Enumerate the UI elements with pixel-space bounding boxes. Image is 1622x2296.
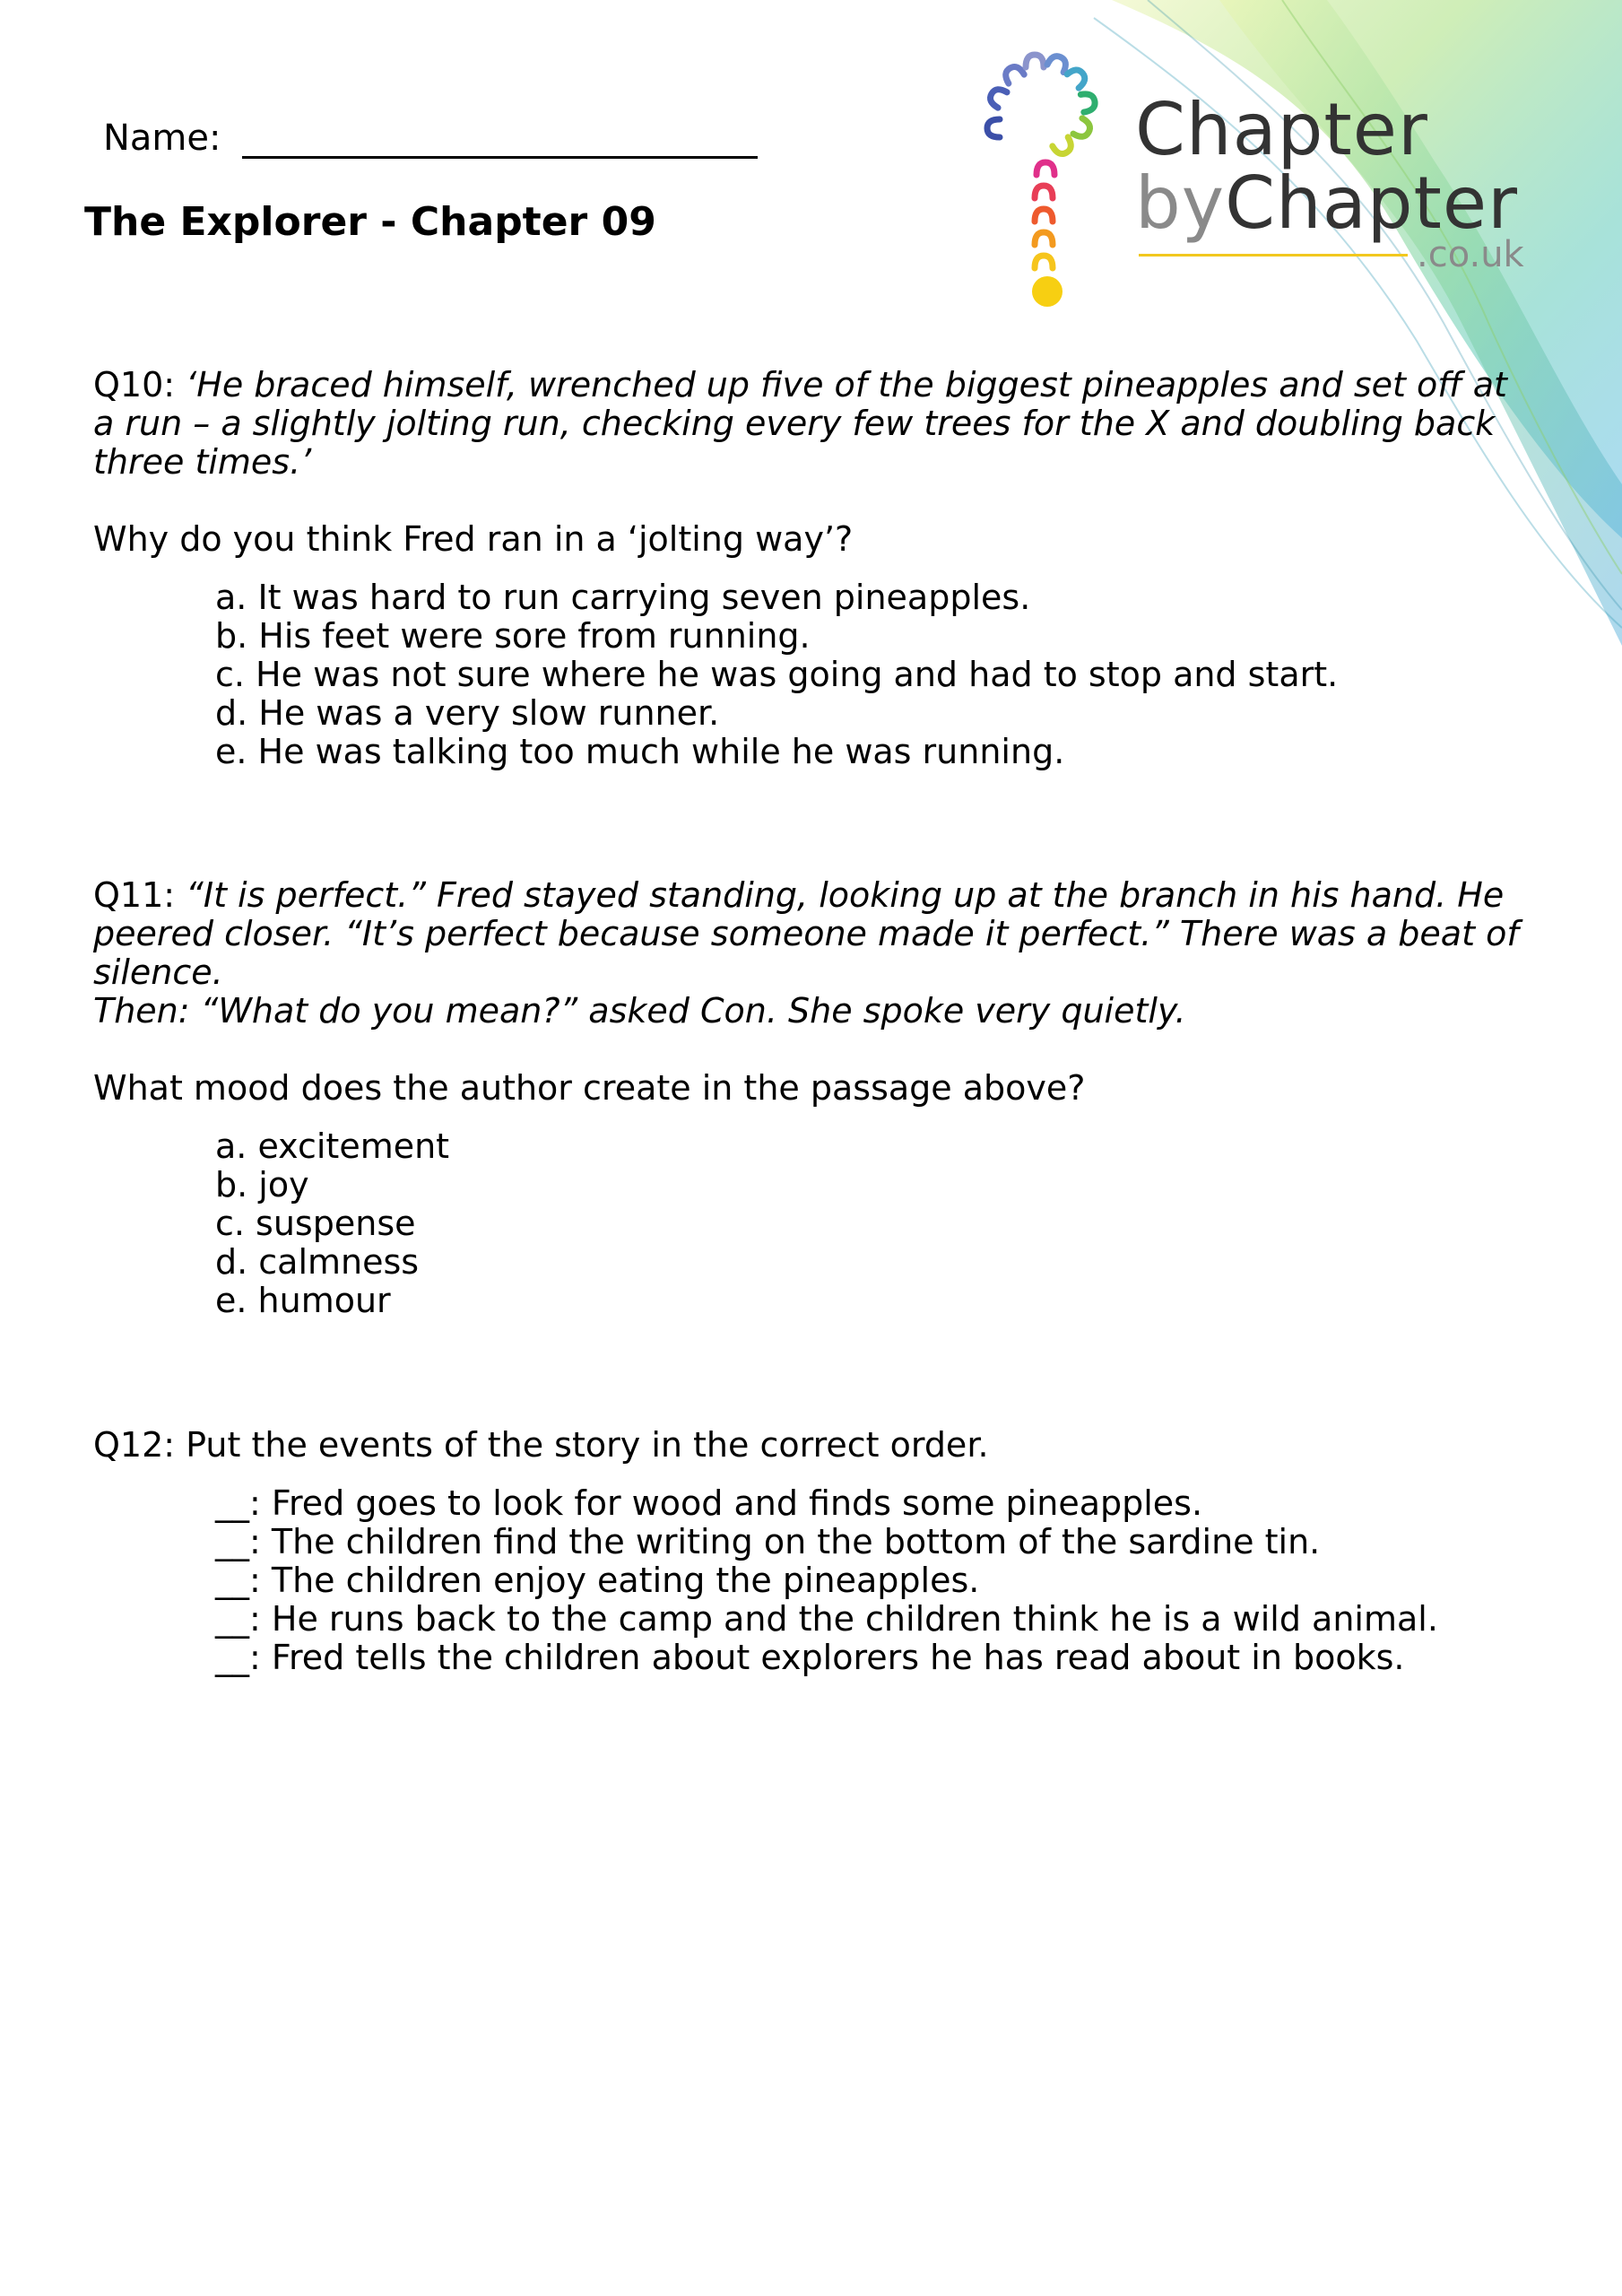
answer-option[interactable]: d. He was a very slow runner. <box>215 693 720 733</box>
question-label: Q11: <box>93 875 176 915</box>
answer-option[interactable]: d. calmness <box>215 1242 420 1282</box>
answer-option[interactable]: a. It was hard to run carrying seven pineapples. <box>215 578 1031 617</box>
ordering-event-item[interactable]: __: Fred tells the children about explorers he has read about in books. <box>215 1638 1405 1677</box>
logo-text-chapter-2: Chapter <box>1225 161 1518 245</box>
ordering-event-item[interactable]: __: He runs back to the camp and the children think he is a wild animal. <box>215 1599 1438 1639</box>
answer-option[interactable]: e. He was talking too much while he was running. <box>215 732 1065 771</box>
answer-option[interactable]: e. humour <box>215 1281 391 1320</box>
question-prompt: Why do you think Fred ran in a ‘jolting way’? <box>93 519 854 559</box>
answer-option[interactable]: c. He was not sure where he was going and had to stop and start. <box>215 655 1339 694</box>
question-12 <box>93 1426 1528 1677</box>
logo-underline <box>1139 254 1408 257</box>
logo-text-by: by <box>1135 161 1226 245</box>
answer-option[interactable]: b. joy <box>215 1165 309 1205</box>
question-prompt: What mood does the author create in the passage above? <box>93 1068 1086 1108</box>
ordering-event-item[interactable]: __: The children find the writing on the bottom of the sardine tin. <box>215 1522 1321 1561</box>
chapter-by-chapter-logo <box>968 49 1542 318</box>
question-12-prompt-line <box>93 1426 1528 1465</box>
answer-option[interactable]: b. His feet were sore from running. <box>215 616 811 656</box>
answer-option[interactable]: a. excitement <box>215 1126 450 1166</box>
logo-text-domain: .co.uk <box>1417 234 1524 275</box>
worksheet-title: The Explorer - Chapter 09 <box>84 199 656 245</box>
answer-options <box>215 1127 1528 1320</box>
answer-option[interactable]: c. suspense <box>215 1204 416 1243</box>
question-10-passage <box>93 366 1528 482</box>
question-quote: “It is perfect.” Fred stayed standing, looking up at the branch in his hand. He peered closer. “It’s perfect because someone made it perfect.” There was a beat of silence. <box>93 875 1519 992</box>
ordering-event-item[interactable]: __: Fred goes to look for wood and finds some pineapples. <box>215 1483 1203 1523</box>
name-label: Name: <box>103 117 221 159</box>
logo-text-chapter: Chapter <box>1135 88 1428 171</box>
question-label: Q10: <box>93 365 176 404</box>
question-quote-continued: Then: “What do you mean?” asked Con. She spoke very quietly. <box>93 991 1186 1031</box>
question-prompt: Put the events of the story in the correct order. <box>186 1425 989 1465</box>
ordering-event-item[interactable]: __: The children enjoy eating the pineapples. <box>215 1561 980 1600</box>
question-11-passage <box>93 876 1528 992</box>
logo-text-by-chapter <box>1135 161 1518 245</box>
question-mark-books-icon <box>968 49 1121 309</box>
name-field <box>103 115 758 159</box>
answer-options <box>215 578 1528 771</box>
name-blank-line[interactable] <box>242 115 758 159</box>
question-10 <box>93 366 1528 771</box>
question-label: Q12: <box>93 1425 176 1465</box>
question-11 <box>93 876 1528 1320</box>
ordering-events <box>215 1484 1528 1677</box>
question-quote: ‘He braced himself, wrenched up five of the biggest pineapples and set off at a run – a slightly jolting run, checking every few trees for the X and doubling back three times.’ <box>93 365 1507 482</box>
